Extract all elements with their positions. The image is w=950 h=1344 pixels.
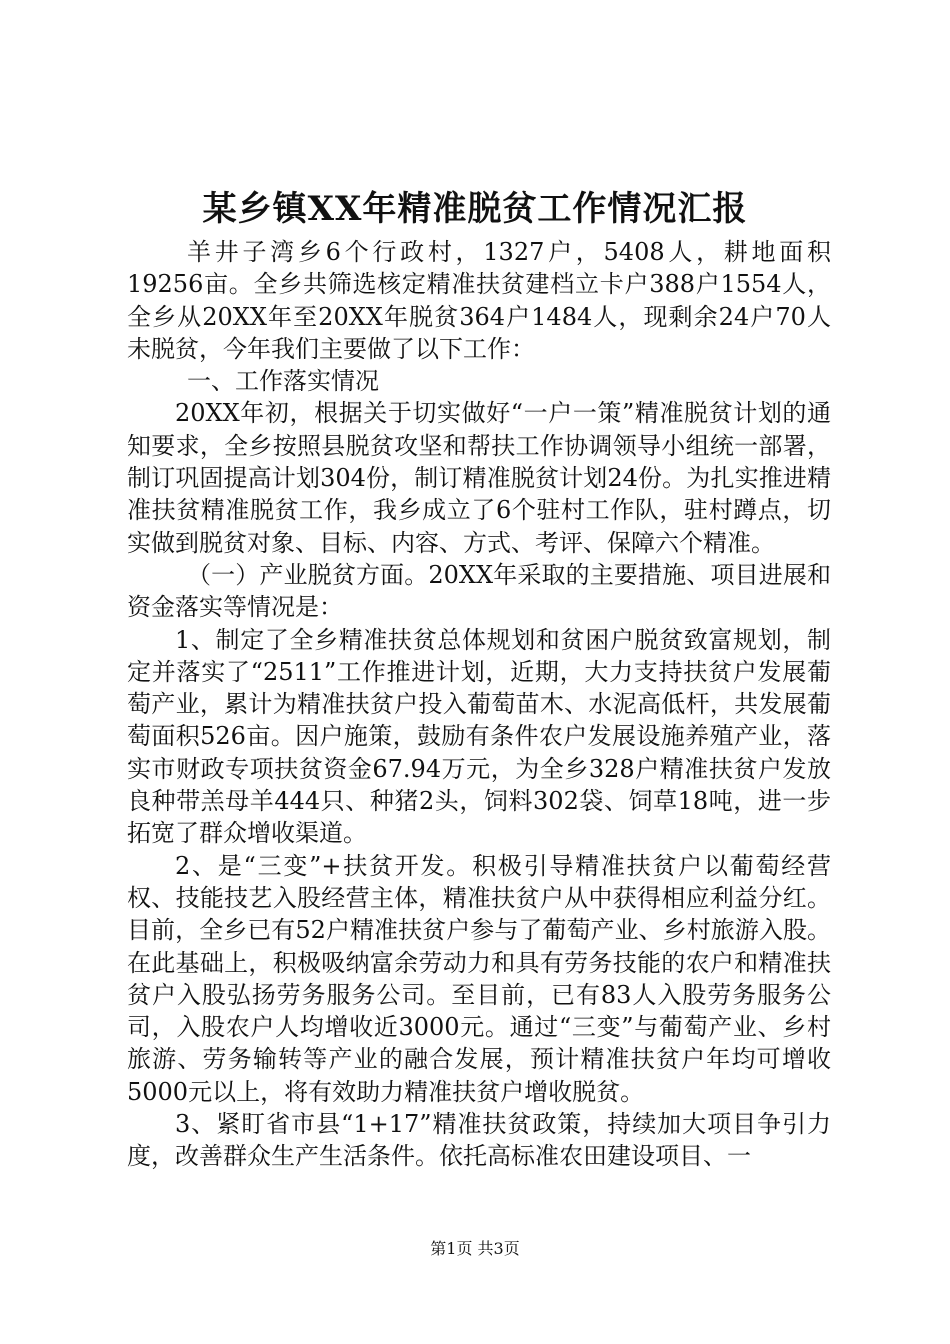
document-title: 某乡镇XX年精准脱贫工作情况汇报 — [202, 189, 748, 229]
paragraph-item-3: 3、紧盯省市县“1+17”精准扶贫政策，持续加大项目争引力度，改善群众生产生活条件。依托高标准农田建设项目、一 — [127, 1110, 831, 1171]
page-footer: 第1页 共3页 — [430, 1239, 520, 1258]
paragraph-item-2: 2、是“三变”+扶贫开发。积极引导精准扶贫户以葡萄经营权、技能技艺入股经营主体，精准扶贫户从中获得相应利益分红。目前，全乡已有52户精准扶贫户参与了葡萄产业、乡村旅游入股。在此基础上，积极吸纳富余劳动力和具有劳务技能的农户和精准扶贫户入股弘扬劳务服务公司。至目前，已有83人入股劳务服务公司，入股农户人均增收近3000元。通过“三变”与葡萄产业、乡村旅游、劳务输转等产业的融合发展，预计精准扶贫户年均可增收5000元以上，将有效助力精准扶贫户增收脱贫。 — [127, 851, 831, 1106]
document-body — [127, 236, 831, 1173]
paragraph-item-1: 1、制定了全乡精准扶贫总体规划和贫困户脱贫致富规划，制定并落实了“2511”工作推进计划，近期，大力支持扶贫户发展葡萄产业，累计为精准扶贫户投入葡萄苗木、水泥高低杆，共发展葡萄面积526亩。因户施策，鼓励有条件农户发展设施养殖产业，落实市财政专项扶贫资金67.94万元，为全乡328户精准扶贫户发放良种带羔母羊444只、种猪2头，饲料302袋、饲草18吨，进一步拓宽了群众增收渠道。 — [127, 625, 831, 848]
paragraph-industry-intro: （一）产业脱贫方面。20XX年采取的主要措施、项目进展和资金落实等情况是： — [127, 560, 831, 622]
paragraph-overview: 羊井子湾乡6个行政村，1327户，5408人，耕地面积19256亩。全乡共筛选核定精准扶贫建档立卡户388户1554人，全乡从20XX年至20XX年脱贫364户1484人，现剩余24户70人未脱贫，今年我们主要做了以下工作： — [127, 238, 831, 363]
section-heading: 一、工作落实情况 — [187, 367, 379, 396]
paragraph-implementation: 20XX年初，根据关于切实做好“一户一策”精准脱贫计划的通知要求，全乡按照县脱贫攻坚和帮扶工作协调领导小组统一部署，制订巩固提高计划304份，制订精准脱贫计划24份。为扎实推进精准扶贫精准脱贫工作，我乡成立了6个驻村工作队，驻村蹲点，切实做到脱贫对象、目标、内容、方式、考评、保障六个精准。 — [127, 399, 831, 557]
